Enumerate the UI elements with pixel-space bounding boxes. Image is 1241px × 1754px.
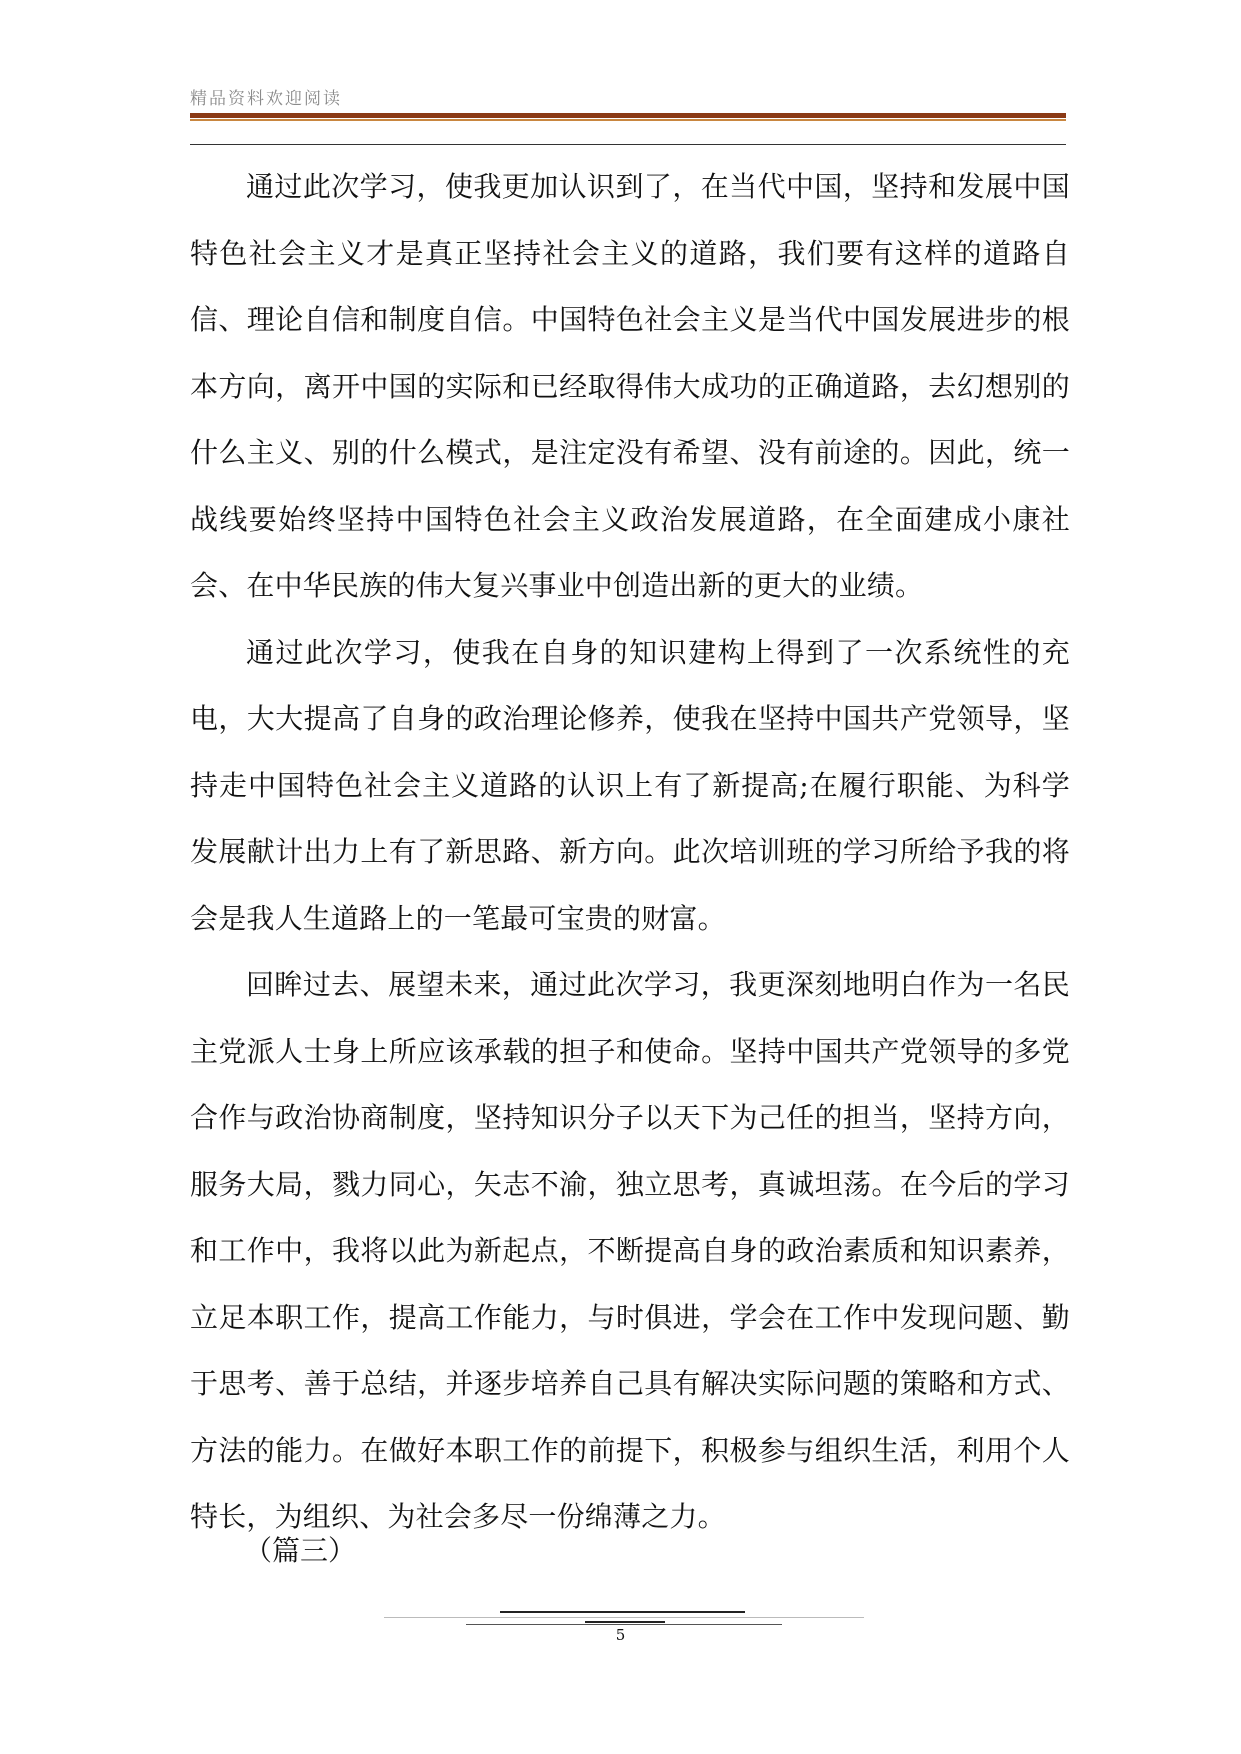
document-body (190, 154, 1070, 1551)
footer-rule-dark (500, 1611, 745, 1613)
footer-rule-lower (466, 1624, 782, 1625)
paragraph-1: 通过此次学习，使我更加认识到了，在当代中国，坚持和发展中国特色社会主义才是真正坚持社会主义的道路，我们要有这样的道路自信、理论自信和制度自信。中国特色社会主义是当代中国发展进步的根本方向，离开中国的实际和已经取得伟大成功的正确道路，去幻想别的什么主义、别的什么模式，是注定没有希望、没有前途的。因此，统一战线要始终坚持中国特色社会主义政治发展道路，在全面建成小康社会、在中华民族的伟大复兴事业中创造出新的更大的业绩。 (190, 170, 1070, 602)
section-heading: （篇三） (244, 1534, 357, 1567)
page-number: 5 (615, 1626, 626, 1644)
header-rule-thick (190, 113, 1066, 118)
header-rule-thin (190, 144, 1066, 145)
page-header-title: 精品资料欢迎阅读 (190, 89, 342, 109)
paragraph-3: 回眸过去、展望未来，通过此次学习，我更深刻地明白作为一名民主党派人士身上所应该承载的担子和使命。坚持中国共产党领导的多党合作与政治协商制度，坚持知识分子以天下为己任的担当，坚持方向，服务大局，戮力同心，矢志不渝，独立思考，真诚坦荡。在今后的学习和工作中，我将以此为新起点，不断提高自身的政治素质和知识素养，立足本职工作，提高工作能力，与时俱进，学会在工作中发现问题、勤于思考、善于总结，并逐步培养自己具有解决实际问题的策略和方式、方法的能力。在做好本职工作的前提下，积极参与组织生活，利用个人特长，为组织、为社会多尽一份绵薄之力。 (190, 968, 1070, 1533)
paragraph-2: 通过此次学习，使我在自身的知识建构上得到了一次系统性的充电，大大提高了自身的政治理论修养，使我在坚持中国共产党领导，坚持走中国特色社会主义道路的认识上有了新提高;在履行职能、为科学发展献计出力上有了新思路、新方向。此次培训班的学习所给予我的将会是我人生道路上的一笔最可宝贵的财富。 (190, 635, 1070, 935)
header-rule-accent (190, 119, 1066, 121)
footer-rule (384, 1617, 864, 1618)
footer-rule-center (585, 1621, 665, 1623)
